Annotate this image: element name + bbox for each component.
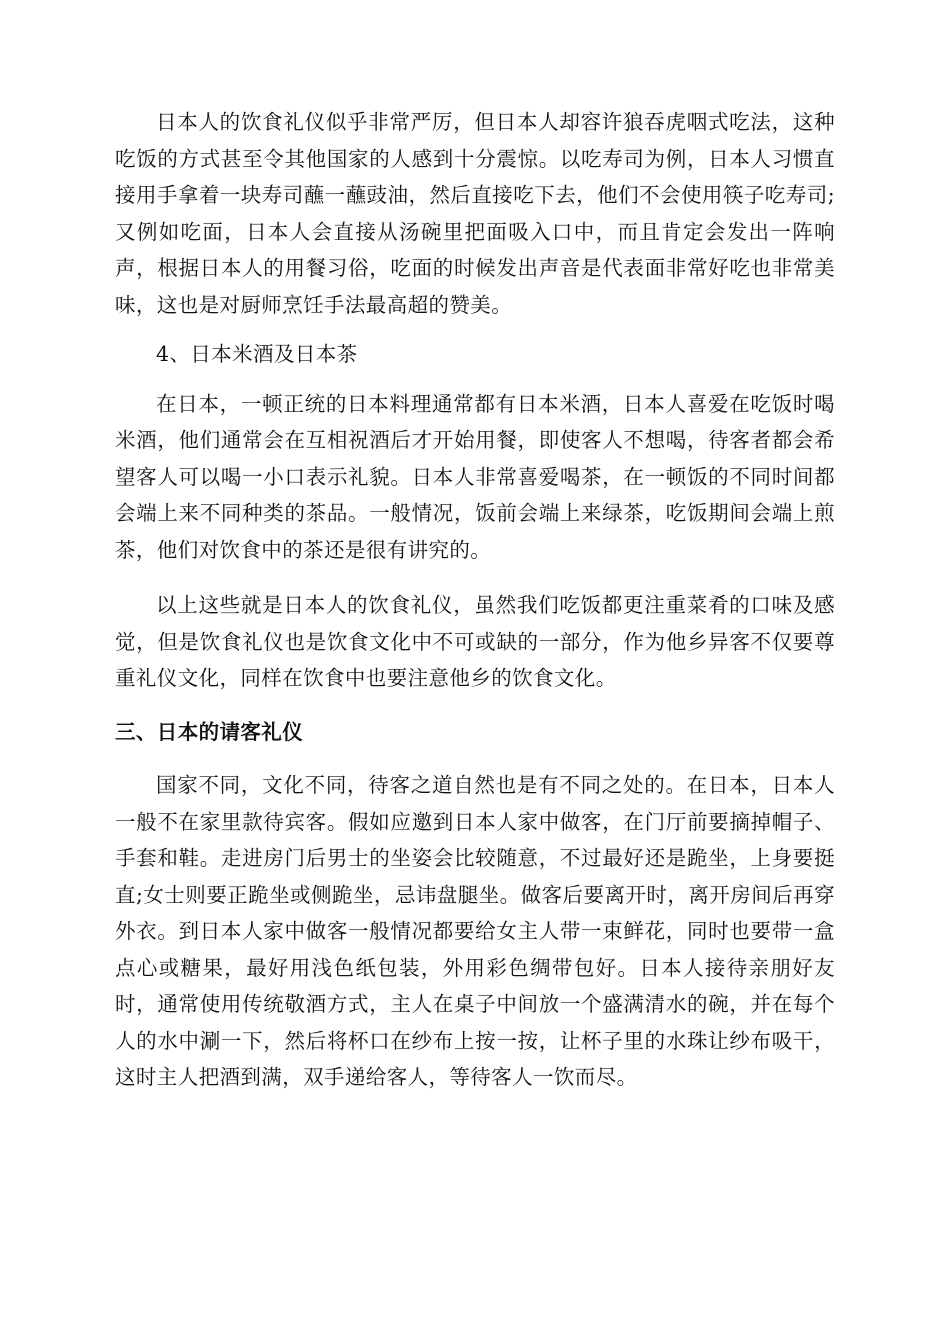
- paragraph-rice-wine-tea: 在日本，一顿正统的日本料理通常都有日本米酒，日本人喜爱在吃饭时喝米酒，他们通常会在互相祝酒后才开始用餐，即使客人不想喝，待客者都会希望客人可以喝一小口表示礼貌。日本人非常喜爱喝茶，在一顿饭的不同时间都会端上来不同种类的茶品。一般情况，饭前会端上来绿茶，吃饭期间会端上煎茶，他们对饮食中的茶还是很有讲究的。: [115, 391, 835, 562]
- document-page: [115, 104, 835, 1096]
- section-heading-hosting-etiquette: 三、日本的请客礼仪: [115, 719, 304, 744]
- paragraph-summary: 以上这些就是日本人的饮食礼仪，虽然我们吃饭都更注重菜肴的口味及感觉，但是饮食礼仪也是饮食文化中不可或缺的一部分，作为他乡异客不仅要尊重礼仪文化，同样在饮食中也要注意他乡的饮食文化。: [115, 593, 835, 690]
- subheading-rice-wine-tea: 4、日本米酒及日本茶: [156, 342, 358, 366]
- paragraph-hosting-etiquette: 国家不同，文化不同，待客之道自然也是有不同之处的。在日本，日本人一般不在家里款待宾客。假如应邀到日本人家中做客，在门厅前要摘掉帽子、手套和鞋。走进房门后男士的坐姿会比较随意，不过最好还是跪坐，上身要挺直;女士则要正跪坐或侧跪坐，忌讳盘腿坐。做客后要离开时，离开房间后再穿外衣。到日本人家中做客一般情况都要给女主人带一束鲜花，同时也要带一盒点心或糖果，最好用浅色纸包装，外用彩色绸带包好。日本人接待亲朋好友时，通常使用传统敬酒方式，主人在桌子中间放一个盛满清水的碗，并在每个人的水中涮一下，然后将杯口在纱布上按一按，让杯子里的水珠让纱布吸干，这时主人把酒到满，双手递给客人，等待客人一饮而尽。: [115, 773, 835, 1089]
- paragraph-eating-manners: 日本人的饮食礼仪似乎非常严厉，但日本人却容许狼吞虎咽式吃法，这种吃饭的方式甚至令其他国家的人感到十分震惊。以吃寿司为例，日本人习惯直接用手拿着一块寿司蘸一蘸豉油，然后直接吃下去，他们不会使用筷子吃寿司;又例如吃面，日本人会直接从汤碗里把面吸入口中，而且肯定会发出一阵响声，根据日本人的用餐习俗，吃面的时候发出声音是代表面非常好吃也非常美味，这也是对厨师烹饪手法最高超的赞美。: [115, 110, 835, 317]
